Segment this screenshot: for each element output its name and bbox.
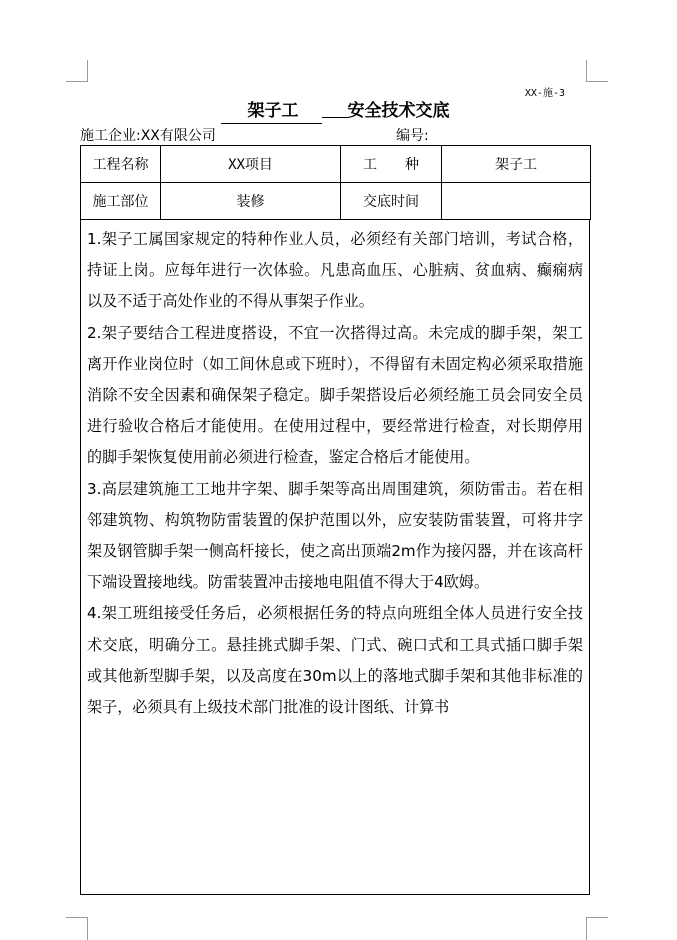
project-name-value: XX项目 — [161, 146, 341, 183]
page-corner-mark-top-left — [66, 60, 88, 82]
document-code: XX-施-3 — [524, 88, 565, 99]
content-paragraph-4: 4.架工班组接受任务后，必须根据任务的特点向班组全体人员进行安全技术交底，明确分工。悬挂挑式脚手架、门式、碗口式和工具式插口脚手架或其他新型脚手架，以及高度在30m以上的落地式脚手架和其他非标准的架子，必须具有上级技术部门批准的设计图纸、计算书 — [87, 604, 583, 717]
company-label: 施工企业: — [80, 128, 141, 144]
location-value: 装修 — [161, 183, 341, 220]
safety-content-box — [80, 219, 590, 895]
company-field — [80, 127, 216, 145]
handover-time-value — [442, 183, 591, 220]
content-paragraph-3: 3.高层建筑施工工地井字架、脚手架等高出周围建筑，须防雷击。若在相邻建筑物、构筑物防雷装置的保护范围以外，应安装防雷装置，可将井字架及钢管脚手架一侧高杆接长，使之高出顶端2m作为接闪器，并在该高杆下端设置接地线。防雷装置冲击接地电阻值不得大于4欧姆。 — [87, 479, 583, 592]
page-corner-mark-bottom-right — [586, 917, 608, 940]
meta-row — [80, 127, 590, 145]
project-name-label: 工程名称 — [81, 146, 161, 183]
company-value: XX有限公司 — [140, 128, 216, 144]
info-table — [80, 145, 591, 220]
location-label: 施工部位 — [81, 183, 161, 220]
trade-label: 工 种 — [341, 146, 442, 183]
trade-value: 架子工 — [442, 146, 591, 183]
document-title — [80, 99, 590, 123]
content-paragraph-2: 2.架子要结合工程进度搭设，不宜一次搭得过高。未完成的脚手架，架工离开作业岗位时（如工间休息或下班时），不得留有未固定构必须采取措施消除不安全因素和确保架子稳定。脚手架搭设后必须经施工员会同安全员进行验收合格后才能使用。在使用过程中，要经常进行检查，对长期停用的脚手架恢复使用前必须进行检查，鉴定合格后才能使用。 — [87, 323, 583, 467]
content-paragraph-1: 1.架子工属国家规定的特种作业人员，必须经有关部门培训，考试合格，持证上岗。应每年进行一次体验。凡患高血压、心脏病、贫血病、癫痫病以及不适于高处作业的不得从事架子作业。 — [87, 230, 583, 311]
page-corner-mark-top-right — [586, 60, 608, 82]
info-row-location — [81, 183, 591, 220]
serial-number-label: 编号: — [396, 128, 429, 144]
handover-time-label: 交底时间 — [341, 183, 442, 220]
title-trade: 架子工 — [221, 99, 322, 124]
title-underline-blank — [322, 99, 348, 118]
info-row-project — [81, 146, 591, 183]
page-corner-mark-bottom-left — [66, 917, 88, 940]
title-text: 安全技术交底 — [347, 101, 450, 121]
